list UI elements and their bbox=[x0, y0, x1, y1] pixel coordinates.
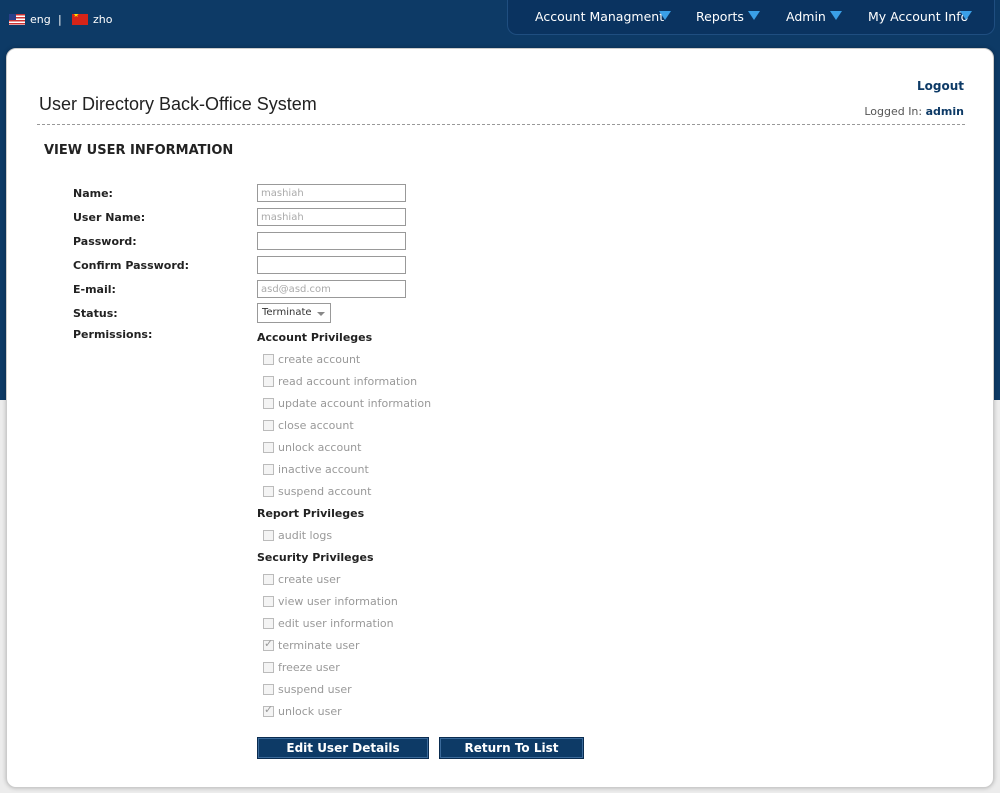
content-panel bbox=[6, 48, 994, 788]
perm-label: close account bbox=[278, 419, 354, 432]
nav-reports[interactable]: Reports bbox=[696, 9, 744, 24]
status-select[interactable] bbox=[257, 303, 331, 323]
perm-create-account[interactable] bbox=[263, 353, 360, 366]
perm-update-account-information[interactable] bbox=[263, 397, 431, 410]
checkbox-checked[interactable] bbox=[263, 640, 274, 651]
account-privileges-title: Account Privileges bbox=[257, 331, 373, 344]
checkbox-checked[interactable] bbox=[263, 706, 274, 717]
us-flag-icon bbox=[9, 14, 25, 25]
perm-label: create account bbox=[278, 353, 361, 366]
perm-suspend-account[interactable] bbox=[263, 485, 371, 498]
perm-read-account-information[interactable] bbox=[263, 375, 417, 388]
logout-link[interactable]: Logout bbox=[916, 79, 964, 93]
page-title: User Directory Back-Office System bbox=[39, 94, 317, 114]
chevron-down-icon bbox=[317, 312, 325, 316]
perm-label: unlock account bbox=[278, 441, 362, 454]
perm-label: audit logs bbox=[278, 529, 333, 542]
perm-unlock-user[interactable] bbox=[263, 705, 342, 718]
perm-suspend-user[interactable] bbox=[263, 683, 352, 696]
perm-label: unlock user bbox=[278, 705, 342, 718]
perm-inactive-account[interactable] bbox=[263, 463, 369, 476]
username-field[interactable] bbox=[257, 208, 406, 226]
nav-account-managment[interactable]: Account Managment bbox=[535, 9, 665, 24]
checkbox[interactable] bbox=[263, 684, 274, 695]
checkbox[interactable] bbox=[263, 398, 274, 409]
logged-in-label: Logged In: bbox=[864, 105, 923, 118]
checkbox[interactable] bbox=[263, 618, 274, 629]
perm-edit-user-information[interactable] bbox=[263, 617, 394, 630]
perm-label: view user information bbox=[278, 595, 398, 608]
checkbox[interactable] bbox=[263, 420, 274, 431]
password-label: Password: bbox=[73, 235, 137, 248]
perm-label: read account information bbox=[278, 375, 418, 388]
checkbox[interactable] bbox=[263, 376, 274, 387]
perm-label: inactive account bbox=[278, 463, 369, 476]
perm-audit-logs[interactable] bbox=[263, 529, 332, 542]
email-label: E-mail: bbox=[73, 283, 116, 296]
name-field[interactable] bbox=[257, 184, 406, 202]
return-to-list-button[interactable]: Return To List bbox=[439, 737, 584, 759]
checkbox[interactable] bbox=[263, 354, 274, 365]
password-field[interactable] bbox=[257, 232, 406, 250]
lang-eng-link[interactable] bbox=[9, 13, 51, 26]
perm-label: suspend user bbox=[278, 683, 352, 696]
lang-separator: | bbox=[58, 13, 62, 26]
nav-my-account-info[interactable]: My Account Info bbox=[868, 9, 969, 24]
username-label: User Name: bbox=[73, 211, 146, 224]
perm-close-account[interactable] bbox=[263, 419, 354, 432]
logged-in-user: admin bbox=[925, 105, 964, 118]
status-select-value: Terminate bbox=[262, 307, 312, 318]
lang-eng-label: eng bbox=[30, 13, 51, 26]
name-label: Name: bbox=[73, 187, 113, 200]
checkbox[interactable] bbox=[263, 442, 274, 453]
perm-label: edit user information bbox=[278, 617, 394, 630]
lang-zho-link[interactable] bbox=[72, 13, 112, 26]
chevron-down-icon[interactable] bbox=[960, 11, 972, 20]
confirm-password-field[interactable] bbox=[257, 256, 406, 274]
checkbox[interactable] bbox=[263, 662, 274, 673]
section-title: VIEW USER INFORMATION bbox=[44, 143, 234, 158]
perm-view-user-information[interactable] bbox=[263, 595, 398, 608]
perm-label: update account information bbox=[278, 397, 432, 410]
status-label: Status: bbox=[73, 307, 118, 320]
checkbox[interactable] bbox=[263, 530, 274, 541]
perm-label: suspend account bbox=[278, 485, 372, 498]
perm-label: terminate user bbox=[278, 639, 360, 652]
checkbox[interactable] bbox=[263, 574, 274, 585]
lang-zho-label: zho bbox=[93, 13, 113, 26]
perm-label: freeze user bbox=[278, 661, 340, 674]
perm-create-user[interactable] bbox=[263, 573, 340, 586]
chevron-down-icon[interactable] bbox=[659, 11, 671, 20]
china-flag-icon bbox=[72, 14, 88, 25]
security-privileges-title: Security Privileges bbox=[257, 551, 374, 564]
logged-in-info bbox=[864, 105, 964, 118]
checkbox[interactable] bbox=[263, 464, 274, 475]
confirm-password-label: Confirm Password: bbox=[73, 259, 190, 272]
nav-admin[interactable]: Admin bbox=[786, 9, 826, 24]
email-field[interactable] bbox=[257, 280, 406, 298]
edit-user-details-button[interactable]: Edit User Details bbox=[257, 737, 429, 759]
chevron-down-icon[interactable] bbox=[748, 11, 760, 20]
perm-unlock-account[interactable] bbox=[263, 441, 361, 454]
chevron-down-icon[interactable] bbox=[830, 11, 842, 20]
perm-label: create user bbox=[278, 573, 341, 586]
report-privileges-title: Report Privileges bbox=[257, 507, 365, 520]
checkbox[interactable] bbox=[263, 486, 274, 497]
perm-terminate-user[interactable] bbox=[263, 639, 359, 652]
perm-freeze-user[interactable] bbox=[263, 661, 340, 674]
permissions-label: Permissions: bbox=[73, 328, 153, 341]
checkbox[interactable] bbox=[263, 596, 274, 607]
header-divider bbox=[37, 124, 965, 125]
